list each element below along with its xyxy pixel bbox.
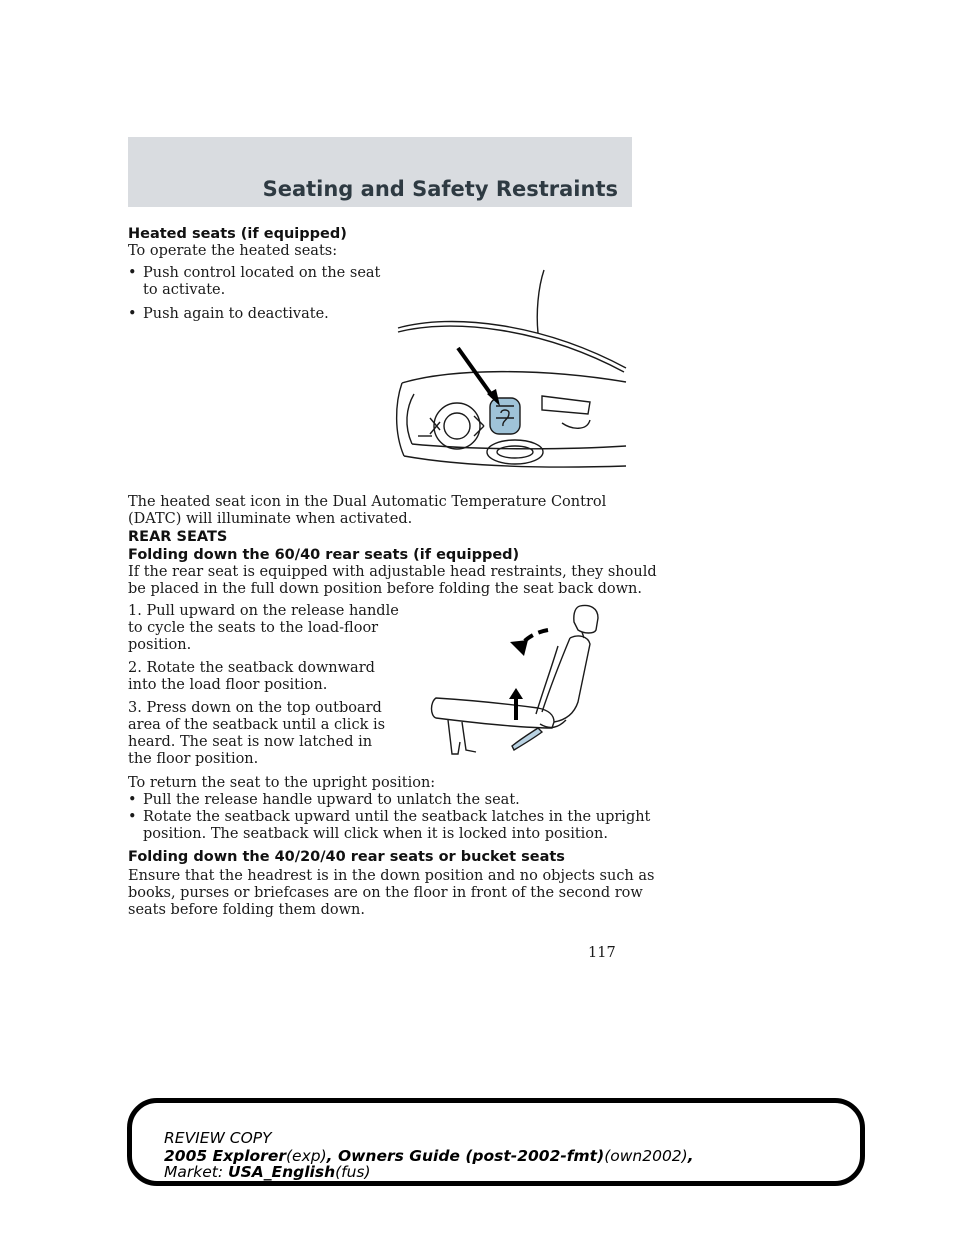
bullet-dot: • xyxy=(128,265,137,281)
step3-line: heard. The seat is now latched in xyxy=(128,734,373,750)
guide-name: Owners Guide (post-2002-fmt) xyxy=(337,1147,605,1165)
rear-seats-para1-line2: be placed in the full down position before folding the seat back down. xyxy=(128,581,642,597)
model-name: 2005 Explorer xyxy=(164,1147,286,1165)
rear-seats-para2-line: Ensure that the headrest is in the down position and no objects such as xyxy=(128,868,655,884)
return-intro: To return the seat to the upright position: xyxy=(128,775,436,791)
market-name: USA_English xyxy=(228,1163,336,1181)
review-copy-label: REVIEW COPY xyxy=(164,1129,272,1147)
separator: , xyxy=(687,1147,694,1165)
rear-seats-para1-line1: If the rear seat is equipped with adjustable head restraints, they should xyxy=(128,564,657,580)
bullet-text: position. The seatback will click when it is locked into position. xyxy=(143,826,608,842)
guide-code: (own2002) xyxy=(604,1147,688,1165)
bullet-dot: • xyxy=(128,809,137,825)
bullet-text: Rotate the seatback upward until the seatback latches in the upright xyxy=(143,809,651,825)
datc-note-line1: The heated seat icon in the Dual Automatic Temperature Control xyxy=(128,494,607,510)
bullet-text: Push control located on the seat xyxy=(143,265,381,281)
market-code: (fus) xyxy=(335,1163,371,1181)
section-title: Seating and Safety Restraints xyxy=(262,177,618,201)
step3-line: the floor position. xyxy=(128,751,259,767)
review-market-line xyxy=(164,1163,371,1181)
heated-seat-control-illustration xyxy=(392,268,632,478)
heated-seats-intro: To operate the heated seats: xyxy=(128,243,338,259)
bullet-dot: • xyxy=(128,306,137,322)
bullet-dot: • xyxy=(128,792,137,808)
datc-note-line2: (DATC) will illuminate when activated. xyxy=(128,511,413,527)
market-label: Market: xyxy=(164,1163,224,1181)
step1-line: to cycle the seats to the load-floor xyxy=(128,620,379,636)
review-copy-box xyxy=(127,1098,865,1186)
heated-seats-heading: Heated seats (if equipped) xyxy=(128,226,347,242)
step3-line: 3. Press down on the top outboard xyxy=(128,700,382,716)
step1-line: position. xyxy=(128,637,192,653)
step2-line: 2. Rotate the seatback downward xyxy=(128,660,375,676)
step2-line: into the load floor position. xyxy=(128,677,328,693)
page-number: 117 xyxy=(588,945,616,961)
step1-line: 1. Pull upward on the release handle xyxy=(128,603,399,619)
rear-seats-para2-line: seats before folding them down. xyxy=(128,902,365,918)
rear-seat-folding-illustration xyxy=(428,602,606,762)
header-band xyxy=(128,137,632,207)
rear-seats-heading: REAR SEATS xyxy=(128,529,228,545)
folding-6040-heading: Folding down the 60/40 rear seats (if equipped) xyxy=(128,547,520,563)
folding-402040-heading: Folding down the 40/20/40 rear seats or bucket seats xyxy=(128,849,565,865)
bullet-text: Push again to deactivate. xyxy=(143,306,329,322)
separator: , xyxy=(326,1147,338,1165)
step3-line: area of the seatback until a click is xyxy=(128,717,386,733)
bullet-text: to activate. xyxy=(143,282,226,298)
bullet-text: Pull the release handle upward to unlatch the seat. xyxy=(143,792,520,808)
rear-seats-para2-line: books, purses or briefcases are on the floor in front of the second row xyxy=(128,885,643,901)
model-code: (exp) xyxy=(285,1147,327,1165)
